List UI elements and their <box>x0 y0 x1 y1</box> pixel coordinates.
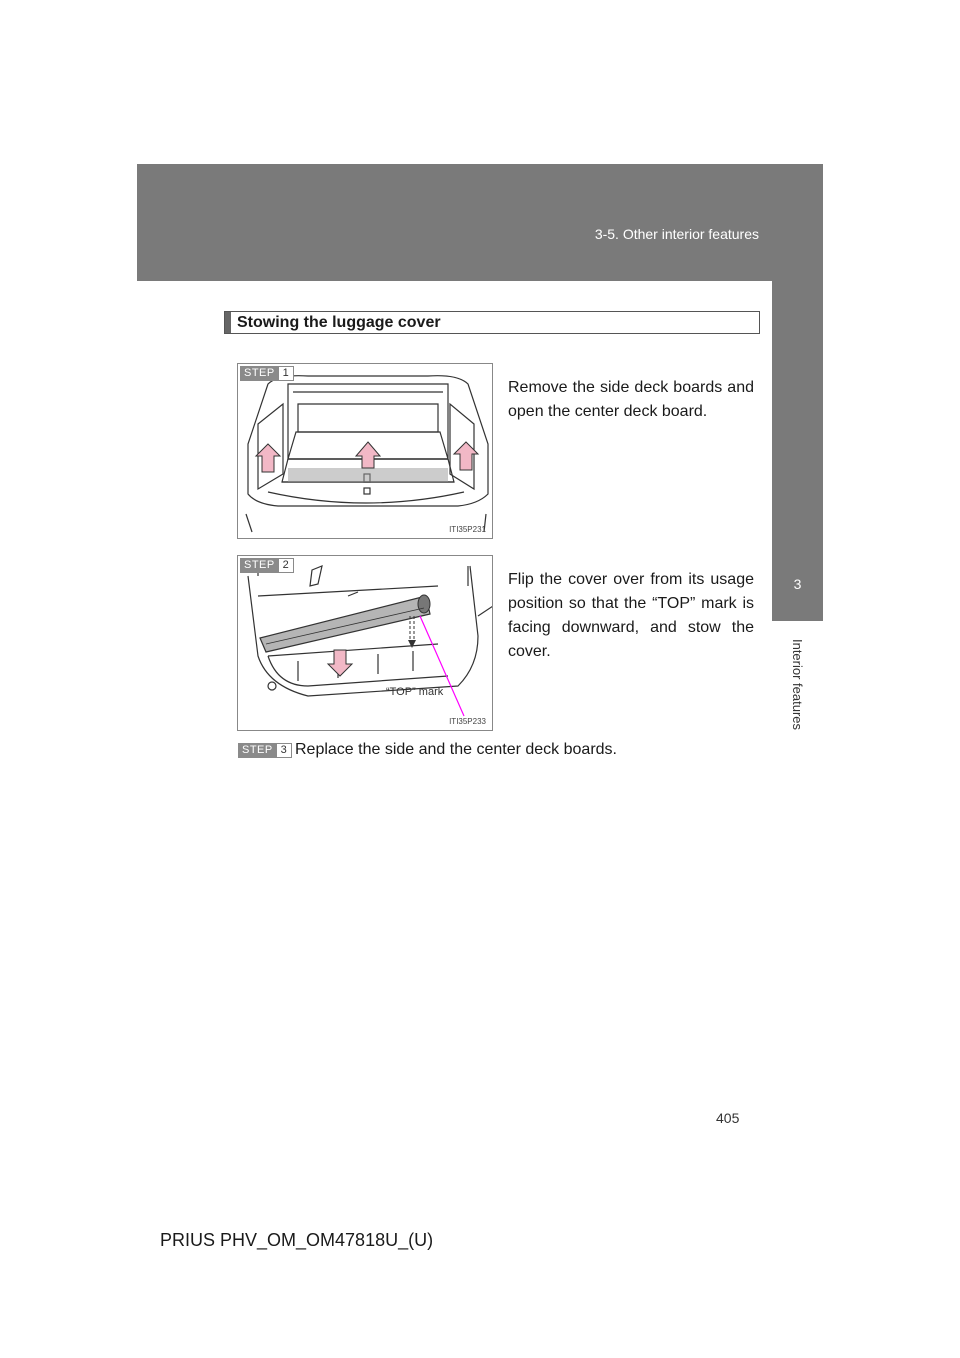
step-1-text: Remove the side deck boards and open the center deck board. <box>508 379 754 420</box>
step-1-figure-code: ITI35P231 <box>449 525 486 534</box>
chapter-label: Interior features <box>790 638 806 730</box>
top-mark-callout: “TOP” mark <box>386 686 444 698</box>
step-3-badge-number: 3 <box>277 743 292 758</box>
step-1-badge-word: STEP <box>240 366 279 381</box>
document-footer-code: PRIUS PHV_OM_OM47818U_(U) <box>160 1230 434 1250</box>
step-3-text: Replace the side and the center deck boards. <box>295 741 617 758</box>
section-title: Stowing the luggage cover <box>237 314 441 331</box>
chapter-label-vertical <box>778 624 818 744</box>
step-3-badge-word: STEP <box>238 743 277 758</box>
chapter-side-tab <box>772 281 823 621</box>
step-2-badge-word: STEP <box>240 558 279 573</box>
step-1-illustration <box>237 363 493 539</box>
step-3-badge <box>238 743 292 758</box>
page-number: 405 <box>716 1110 740 1126</box>
luggage-cover-stow-drawing <box>238 556 493 731</box>
chapter-number: 3 <box>793 576 802 592</box>
step-1-badge-number: 1 <box>279 366 294 381</box>
step-2-text: Flip the cover over from its usage position so that the “TOP” mark is facing downward, and stow the cover. <box>508 571 754 660</box>
step-2-figure-code: ITI35P233 <box>449 717 486 726</box>
section-breadcrumb: 3-5. Other interior features <box>594 226 759 242</box>
step-2-badge <box>240 558 294 573</box>
step-1-badge <box>240 366 294 381</box>
section-heading-box <box>224 311 760 334</box>
step-2-illustration <box>237 555 493 731</box>
chapter-header-band <box>137 164 823 281</box>
step-2-badge-number: 2 <box>279 558 294 573</box>
section-heading-bar <box>225 312 231 333</box>
trunk-deck-boards-drawing <box>238 364 493 539</box>
